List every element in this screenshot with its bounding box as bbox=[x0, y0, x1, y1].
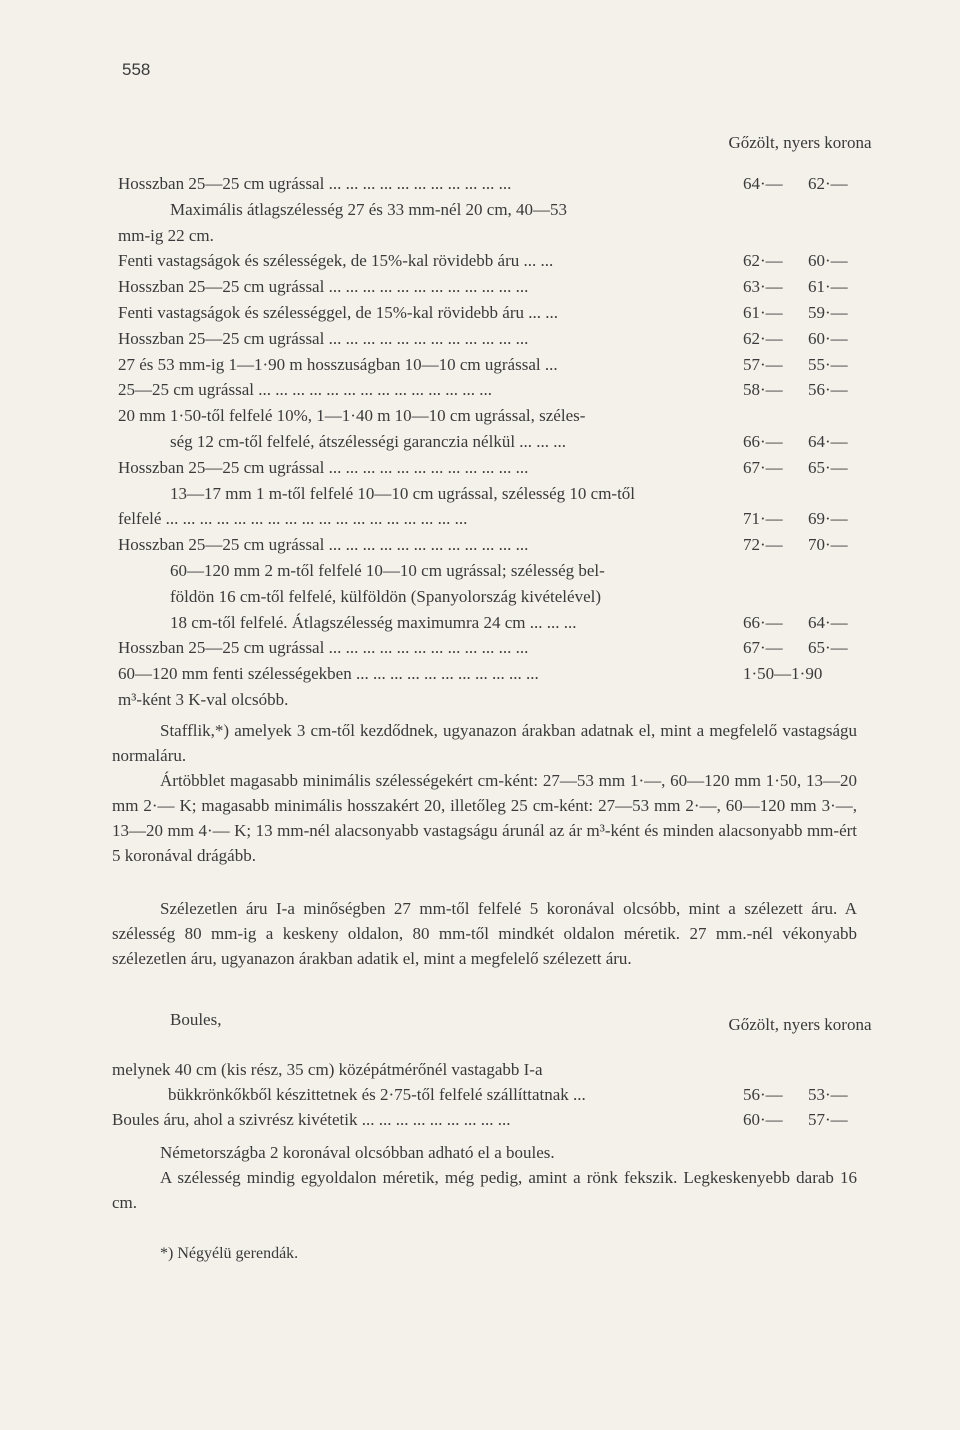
price-row bbox=[118, 251, 858, 275]
price-row bbox=[118, 406, 858, 430]
price-nyers: 57·— bbox=[808, 1110, 848, 1129]
row-text: 18 cm-től felfelé. Átlagszélesség maximumra 24 cm ... ... ... bbox=[170, 612, 577, 632]
price-row bbox=[118, 664, 858, 688]
row-text: 27 és 53 mm-ig 1—1·90 m hosszuságban 10—10 cm ugrással ... bbox=[118, 354, 558, 374]
page-number: 558 bbox=[122, 60, 151, 79]
boules-label: Boules, bbox=[170, 1010, 222, 1029]
row-text: Fenti vastagságok és szélességgel, de 15%-kal rövidebb áru ... ... bbox=[118, 303, 558, 322]
price-row bbox=[118, 638, 858, 662]
row-text: Boules áru, ahol a szivrész kivétetik ... ... ... ... ... ... ... ... ... bbox=[112, 1110, 511, 1129]
price-row bbox=[118, 1085, 858, 1109]
row-text: felfelé ... ... ... ... ... ... ... ... ... ... ... ... ... ... ... ... ... ... bbox=[118, 509, 468, 529]
price-row bbox=[112, 1060, 858, 1084]
price-gozolt: 61·— bbox=[743, 303, 783, 322]
price-nyers: 53·— bbox=[808, 1085, 848, 1104]
price-nyers: 64·— bbox=[808, 612, 848, 632]
row-text: 60—120 mm fenti szélességekben ... ... ... ... ... ... ... ... ... ... ... bbox=[118, 664, 539, 684]
price-gozolt: 63·— bbox=[743, 277, 783, 297]
row-text: melynek 40 cm (kis rész, 35 cm) középátmérőnél vastagabb I-a bbox=[112, 1060, 543, 1079]
price-row bbox=[118, 174, 858, 198]
price-row bbox=[118, 561, 858, 585]
price-row bbox=[112, 1110, 858, 1134]
price-gozolt: 62·— bbox=[743, 328, 783, 348]
price-nyers: 65·— bbox=[808, 457, 848, 477]
paragraph-nemetorszag: Németországba 2 koronával olcsóbban adható el a boules. bbox=[160, 1143, 555, 1162]
row-text: 13—17 mm 1 m-től felfelé 10—10 cm ugrással, szélesség 10 cm-től bbox=[170, 483, 636, 503]
price-row bbox=[118, 458, 858, 482]
price-row bbox=[118, 535, 858, 559]
row-text: bükkrönkőkből készittetnek és 2·75-től felfelé szállíttatnak ... bbox=[168, 1085, 586, 1104]
price-gozolt: 1·50—1·90 bbox=[743, 664, 823, 684]
price-row bbox=[118, 329, 858, 353]
price-nyers: 59·— bbox=[808, 303, 848, 322]
price-gozolt: 58·— bbox=[743, 380, 783, 400]
price-row bbox=[118, 303, 858, 327]
price-nyers: 64·— bbox=[808, 432, 848, 451]
price-row bbox=[118, 355, 858, 379]
price-row bbox=[118, 587, 858, 611]
price-gozolt: 57·— bbox=[743, 354, 783, 374]
price-row bbox=[118, 200, 858, 224]
paragraph-szelesseg: A szélesség mindig egyoldalon méretik, még pedig, amint a rönk fekszik. Legkeskenyebb darab 16 cm. bbox=[112, 1168, 857, 1212]
row-text: földön 16 cm-től felfelé, külföldön (Spanyolország kivételével) bbox=[170, 586, 602, 606]
price-nyers: 56·— bbox=[808, 380, 848, 400]
price-nyers: 69·— bbox=[808, 509, 848, 529]
price-gozolt: 56·— bbox=[743, 1085, 783, 1104]
price-gozolt: 60·— bbox=[743, 1110, 783, 1129]
paragraph-szelezetlen: Szélezetlen áru I-a minőségben 27 mm-től felfelé 5 koronával olcsóbb, mint a szélezett áru. A szélesség 80 mm-ig a keskeny oldalon, 80 mm-től mindkét oldalon méretik. 27 mm.-nél vékonyabb szélezetlen áru, ugyanazon árakban adatik el, mint a megfelelő szélezett áru. bbox=[112, 899, 857, 968]
row-text: 60—120 mm 2 m-től felfelé 10—10 cm ugrással; szélesség bel- bbox=[170, 561, 605, 580]
price-gozolt: 67·— bbox=[743, 457, 783, 477]
column-header-boules: Gőzölt, nyers korona bbox=[728, 1015, 872, 1034]
row-text: Fenti vastagságok és szélességek, de 15%-kal rövidebb áru ... ... bbox=[118, 251, 554, 271]
price-nyers: 65·— bbox=[808, 638, 848, 658]
price-row bbox=[118, 690, 858, 714]
price-row bbox=[118, 613, 858, 637]
row-text: 25—25 cm ugrással ... ... ... ... ... ... ... ... ... ... ... ... ... ... bbox=[118, 380, 492, 400]
column-header: Gőzölt, nyers korona bbox=[728, 133, 872, 152]
price-gozolt: 66·— bbox=[743, 612, 783, 632]
price-row bbox=[118, 277, 858, 301]
row-text: Hosszban 25—25 cm ugrással ... ... ... ... ... ... ... ... ... ... ... ... bbox=[118, 535, 529, 555]
row-text: Hosszban 25—25 cm ugrással ... ... ... ... ... ... ... ... ... ... ... ... bbox=[118, 457, 529, 477]
price-gozolt: 62·— bbox=[743, 251, 783, 271]
row-text: Hosszban 25—25 cm ugrással ... ... ... ... ... ... ... ... ... ... ... bbox=[118, 174, 512, 193]
price-nyers: 61·— bbox=[808, 277, 848, 297]
price-nyers: 62·— bbox=[808, 174, 848, 193]
price-gozolt: 71·— bbox=[743, 509, 783, 529]
row-text: Maximális átlagszélesség 27 és 33 mm-nél 20 cm, 40—53 bbox=[170, 199, 568, 219]
price-nyers: 60·— bbox=[808, 328, 848, 348]
price-row bbox=[118, 509, 858, 533]
price-gozolt: 67·— bbox=[743, 638, 783, 658]
price-gozolt: 66·— bbox=[743, 432, 783, 451]
price-row bbox=[118, 380, 858, 404]
row-text: Hosszban 25—25 cm ugrással ... ... ... ... ... ... ... ... ... ... ... ... bbox=[118, 328, 529, 348]
row-text: ség 12 cm-től felfelé, átszélességi garanczia nélkül ... ... ... bbox=[170, 432, 567, 451]
price-gozolt: 64·— bbox=[743, 174, 783, 193]
paragraph-artobblet: Ártöbblet magasabb minimális szélességekért cm-ként: 27—53 mm 1·—, 60—120 mm 1·50, 13—20 mm 2·— K; magasabb minimális hosszakért 20, illetőleg 25 cm-ként: 27—53 mm 2·—, 60—120 mm 3·—, 13—20 mm 4·— K; 13 mm-nél alacsonyabb vastagságu árunál az ár m³-ként és minden alacsonyabb mm-ért 5 koronával drágább. bbox=[112, 771, 857, 865]
price-nyers: 70·— bbox=[808, 535, 848, 555]
row-text: Hosszban 25—25 cm ugrással ... ... ... ... ... ... ... ... ... ... ... ... bbox=[118, 277, 529, 297]
paragraph-stafflik: Stafflik,*) amelyek 3 cm-től kezdődnek, ugyanazon árakban adatnak el, mint a megfelelő vastagságu normaláru. bbox=[112, 721, 857, 765]
footnote: *) Négyélü gerendák. bbox=[160, 1245, 299, 1262]
row-text: 20 mm 1·50-től felfelé 10%, 1—1·40 m 10—10 cm ugrással, széles- bbox=[118, 406, 586, 426]
price-nyers: 55·— bbox=[808, 354, 848, 374]
price-row bbox=[118, 484, 858, 508]
price-gozolt: 72·— bbox=[743, 535, 783, 555]
row-text: m³-ként 3 K-val olcsóbb. bbox=[118, 690, 289, 709]
price-row bbox=[118, 432, 858, 456]
row-text: Hosszban 25—25 cm ugrással ... ... ... ... ... ... ... ... ... ... ... ... bbox=[118, 638, 529, 658]
price-nyers: 60·— bbox=[808, 251, 848, 271]
price-row bbox=[118, 226, 858, 250]
row-text: mm-ig 22 cm. bbox=[118, 225, 214, 245]
